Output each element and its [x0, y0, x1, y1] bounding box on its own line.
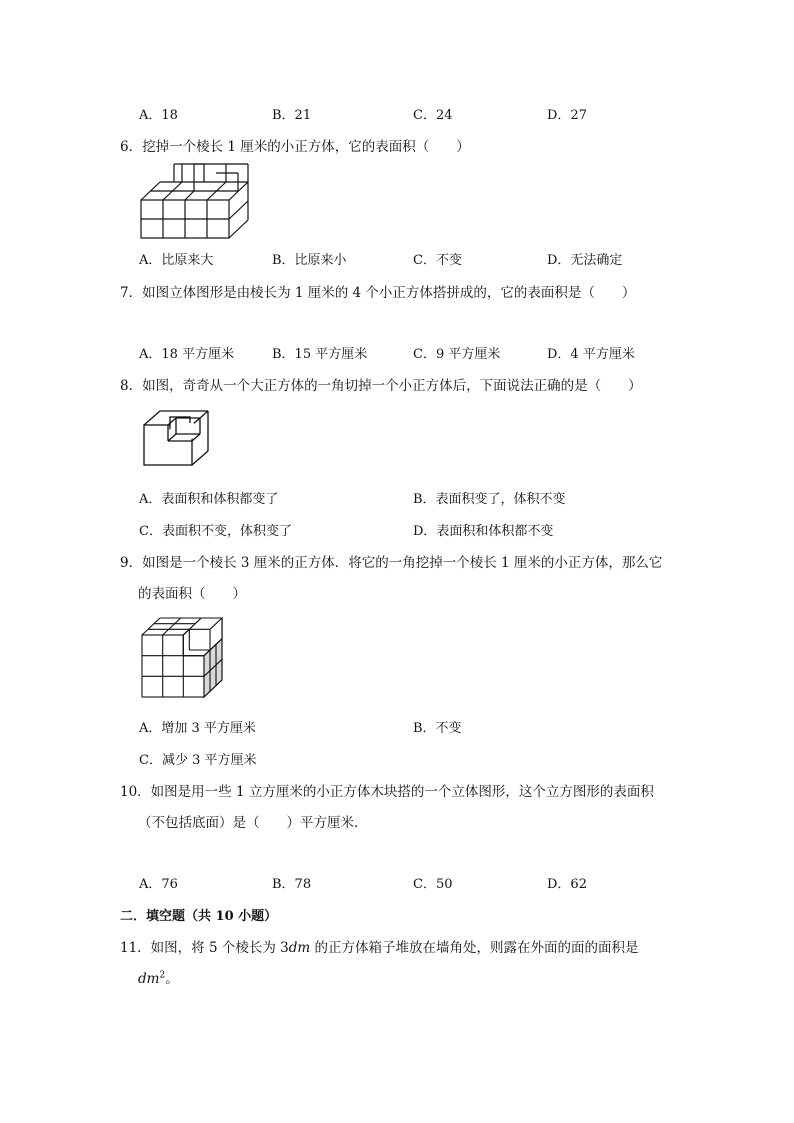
q10-question-line1: 10．如图是用一些 1 立方厘米的小正方体木块搭的一个立体图形，这个立方图形的表面积 [120, 784, 654, 800]
q11-text-post: 的正方体箱子堆放在墙角处，则露在外面的面的面积是 [310, 940, 639, 956]
q8-option-a: A．表面积和体积都变了 [139, 492, 279, 507]
q6-option-c: C．不变 [413, 253, 462, 268]
q5-option-b: B．21 [272, 108, 312, 123]
q8-option-c: C．表面积不变，体积变了 [139, 524, 292, 539]
q11-unit: dm [288, 940, 311, 956]
q6-option-a: A．比原来大 [139, 253, 214, 268]
q9-question-line2: 的表面积（ ） [138, 586, 246, 602]
q11-line2-unit: dm [138, 971, 160, 987]
q9-option-a: A．增加 3 平方厘米 [139, 721, 256, 736]
q9-option-c: C．减少 3 平方厘米 [139, 753, 257, 768]
q8-figure [142, 407, 212, 467]
q6-option-b: B．比原来小 [272, 253, 347, 268]
q11-text-pre: 11．如图，将 5 个棱长为 3 [120, 940, 289, 956]
q11-line2-sup: 2 [159, 970, 166, 981]
q7-option-a: A．18 平方厘米 [139, 347, 235, 362]
section-title: 二．填空题（共 10 小题） [120, 909, 278, 924]
q9-question-line1: 9．如图是一个棱长 3 厘米的正方体．将它的一角挖掉一个棱长 1 厘米的小正方体，那么它 [120, 555, 663, 571]
q10-option-c: C．50 [413, 877, 453, 892]
q9-figure [140, 615, 226, 701]
q6-figure [140, 162, 252, 240]
q10-question-line2: （不包括底面）是（ ）平方厘米． [138, 815, 368, 831]
q10-option-b: B．78 [272, 877, 312, 892]
q7-option-b: B．15 平方厘米 [272, 347, 368, 362]
q7-question: 7．如图立体图形是由棱长为 1 厘米的 4 个小正方体搭拼成的，它的表面积是（ ） [120, 285, 636, 301]
q11-question-line1 [120, 936, 638, 956]
q8-option-b: B．表面积变了，体积不变 [413, 492, 566, 507]
q5-option-d: D．27 [547, 108, 587, 123]
q8-question: 8．如图，奇奇从一个大正方体的一角切掉一个小正方体后，下面说法正确的是（ ） [120, 378, 642, 394]
q7-option-c: C．9 平方厘米 [413, 347, 501, 362]
q7-option-d: D．4 平方厘米 [547, 347, 635, 362]
q5-option-c: C．24 [413, 108, 453, 123]
q6-option-d: D．无法确定 [547, 253, 623, 268]
q9-option-b: B．不变 [413, 721, 462, 736]
q10-option-a: A．76 [139, 877, 178, 892]
q5-option-a: A．18 [139, 108, 178, 123]
q8-option-d: D．表面积和体积都不变 [413, 524, 554, 539]
q10-option-d: D．62 [547, 877, 587, 892]
q6-question: 6．挖掉一个棱长 1 厘米的小正方体，它的表面积（ ） [120, 139, 470, 155]
q11-line2-end: 。 [165, 971, 179, 987]
q11-question-line2 [138, 967, 179, 987]
